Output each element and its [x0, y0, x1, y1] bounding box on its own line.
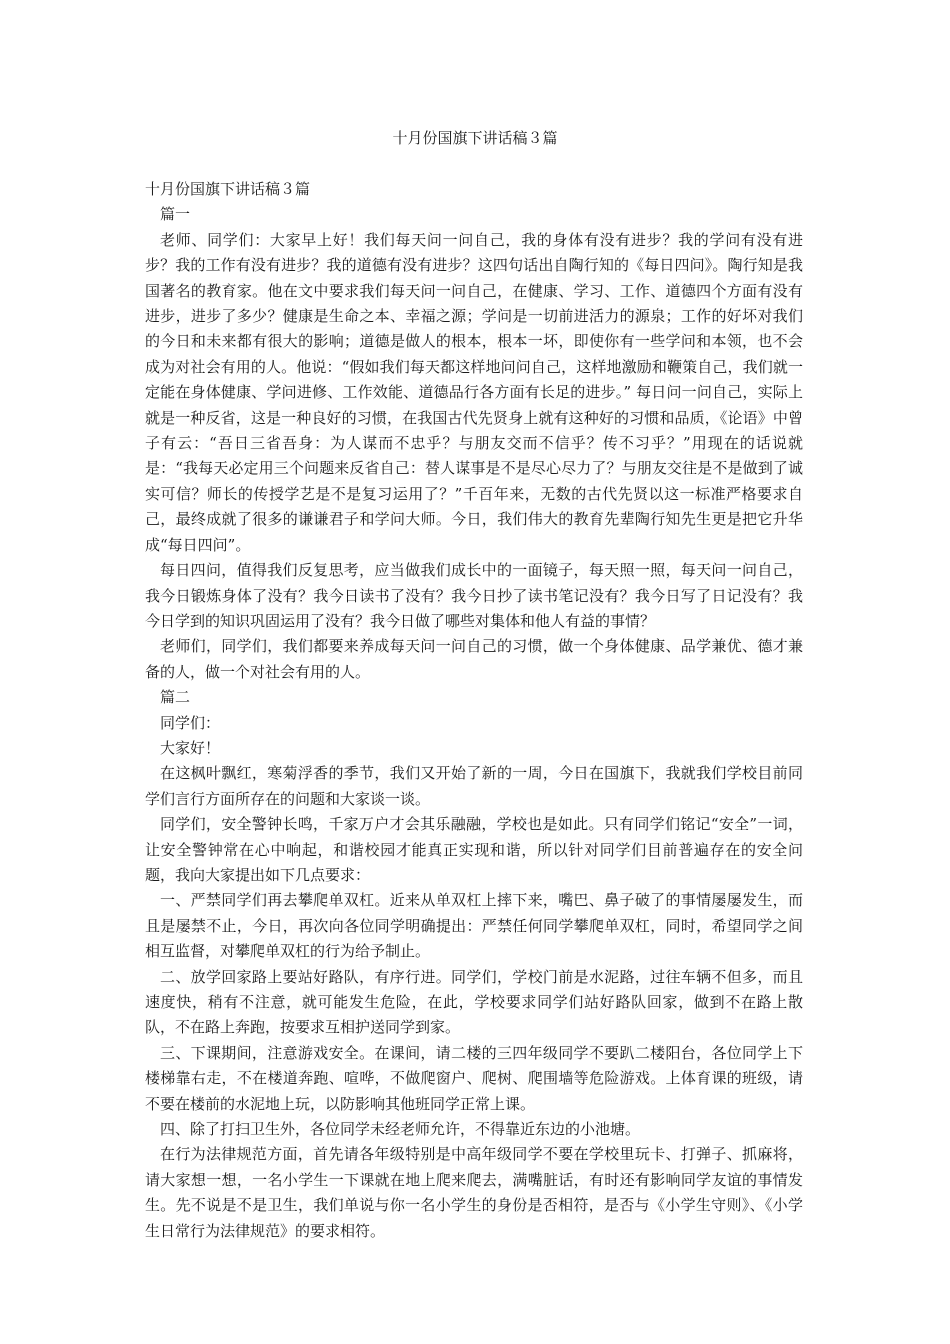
paragraph: 三、下课期间，注意游戏安全。在课间，请二楼的三四年级同学不要趴二楼阳台，各位同学上下楼梯靠右走，不在楼道奔跑、喧哗，不做爬窗户、爬树、爬围墙等危险游戏。上体育课的班级，请不要在楼前的水泥地上玩，以防影响其他班同学正常上课。 — [145, 1043, 803, 1113]
document-title: 十月份国旗下讲话稿３篇 — [392, 129, 558, 147]
paragraph: 在行为法律规范方面，首先请各年级特别是中高年级同学不要在学校里玩卡、打弹子、抓麻将，请大家想一想，一名小学生一下课就在地上爬来爬去，满嘴脏话，有时还有影响同学友谊的事情发生。先不说是不是卫生，我们单说与你一名小学生的身份是否相符，是否与《小学生守则》、《小学生日常行为法律规范》的要求相符。 — [145, 1145, 803, 1240]
paragraph: 同学们： — [160, 713, 221, 732]
paragraph: 每日四问，值得我们反复思考，应当做我们成长中的一面镜子，每天照一照，每天问一问自己，我今日锻炼身体了没有？我今日读书了没有？我今日抄了读书笔记没有？我今日写了日记没有？我今日学到的知识巩固运用了没有？我今日做了哪些对集体和他人有益的事情？ — [145, 561, 803, 630]
subtitle: 十月份国旗下讲话稿３篇 — [145, 180, 311, 198]
paragraph: 四、除了打扫卫生外，各位同学未经老师允许，不得靠近东边的小池塘。 — [160, 1120, 641, 1139]
paragraph: 一、严禁同学们再去攀爬单双杠。近来从单双杠上摔下来，嘴巴、鼻子破了的事情屡屡发生，而且是屡禁不止，今日，再次向各位同学明确提出：严禁任何同学攀爬单双杠，同时，希望同学之间相互监督，对攀爬单双杠的行为给予制止。 — [145, 891, 803, 961]
paragraph: 老师、同学们：大家早上好！我们每天问一问自己，我的身体有没有进步？我的学问有没有进步？我的工作有没有进步？我的道德有没有进步？这四句话出自陶行知的《每日四问》。陶行知是我国著名的教育家。他在文中要求我们每天问一问自己，在健康、学习、工作、道德四个方面有没有进步，进步了多少？健康是生命之本、幸福之源；学问是一切前进活力的源泉；工作的好坏对我们的今日和未来都有很大的影响；道德是做人的根本，根本一坏，即使你有一些学问和本领，也不会成为对社会有用的人。他说：“假如我们每天都这样地问问自己，这样地激励和鞭策自己，我们就一定能在身体健康、学问进修、工作效能、道德品行各方面有长足的进步。” 每日问一问自己，实际上就是一种反省，这是一种良好的习惯，在我国古代先贤身上就有这种好的习惯和品质，《论语》中曾子有云：“吾日三省吾身：为人谋而不忠乎？与朋友交而不信乎？传不习乎？”用现在的话说就是：“我每天必定用三个问题来反省自己：替人谋事是不是尽心尽力了？与朋友交往是不是做到了诚实可信？师长的传授学艺是不是复习运用了？”千百年来，无数的古代先贤以这一标准严格要求自己，最终成就了很多的谦谦君子和学问大师。今日，我们伟大的教育先辈陶行知先生更是把它升华成“每日四问”。 — [145, 230, 803, 554]
paragraph: 老师们，同学们，我们都要来养成每天问一问自己的习惯，做一个身体健康、品学兼优、德才兼备的人，做一个对社会有用的人。 — [145, 637, 803, 681]
document-body — [145, 177, 803, 1244]
paragraph: 在这枫叶飘红，寒菊浮香的季节，我们又开始了新的一周，今日在国旗下，我就我们学校目前同学们言行方面所存在的问题和大家谈一谈。 — [145, 764, 803, 808]
paragraph: 二、放学回家路上要站好路队，有序行进。同学们，学校门前是水泥路，过往车辆不但多，而且速度快，稍有不注意，就可能发生危险，在此，学校要求同学们站好路队回家，做到不在路上散队，不在路上奔跑，按要求互相护送同学到家。 — [145, 967, 803, 1037]
section-heading: 篇一 — [160, 205, 191, 224]
paragraph: 同学们，安全警钟长鸣，千家万户才会其乐融融，学校也是如此。只有同学们铭记“安全”一词，让安全警钟常在心中响起，和谐校园才能真正实现和谐，所以针对同学们目前普遍存在的安全问题，我向大家提出如下几点要求： — [145, 815, 803, 884]
section-heading: 篇二 — [160, 688, 191, 707]
paragraph: 大家好！ — [160, 738, 221, 757]
